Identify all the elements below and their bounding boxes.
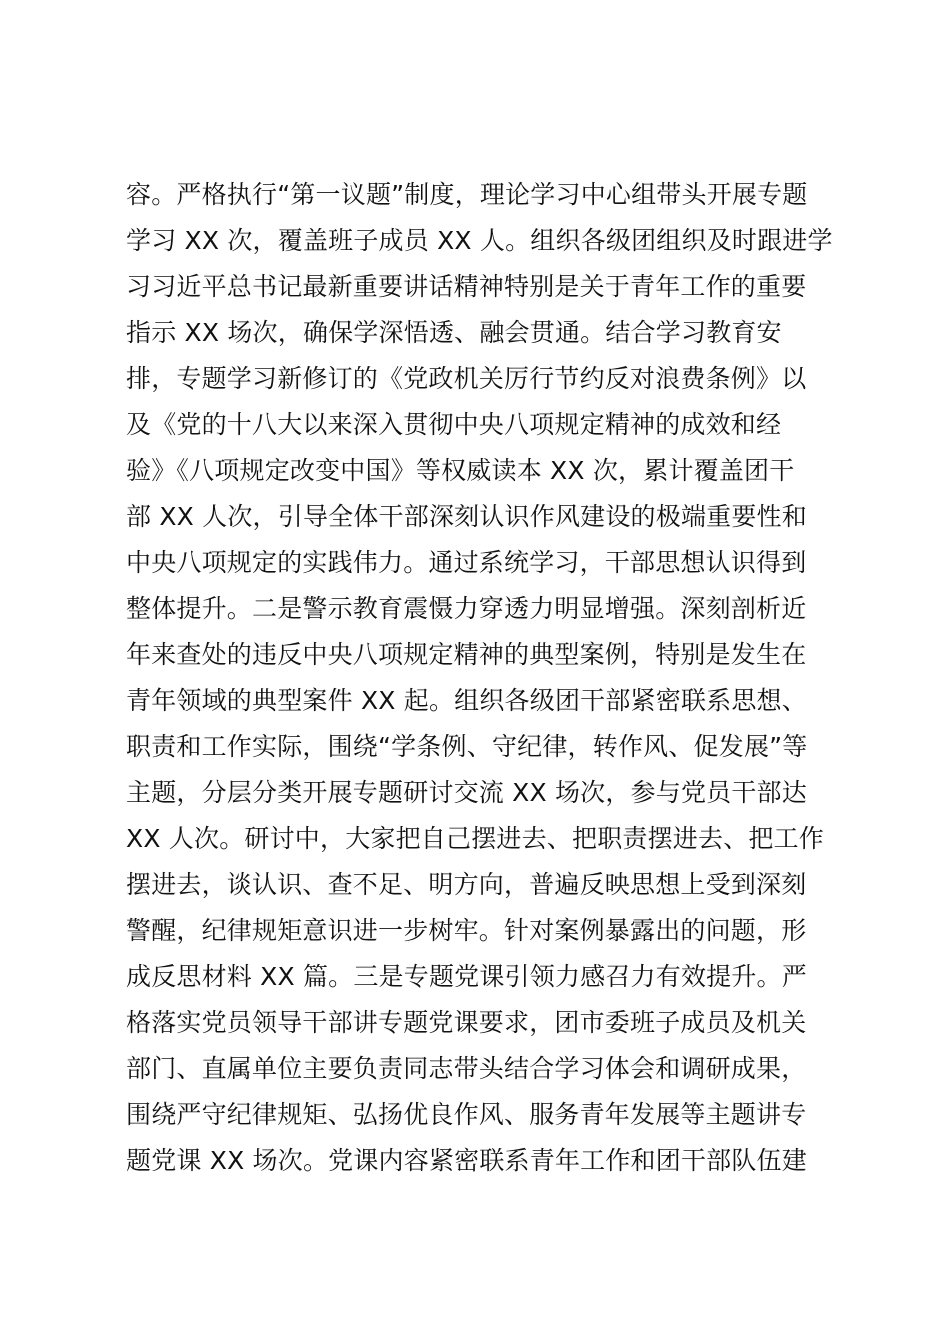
text-line: 年来查处的违反中央八项规定精神的典型案例，特别是发生在 bbox=[126, 640, 807, 669]
text-line: 习习近平总书记最新重要讲话精神特别是关于青年工作的重要 bbox=[126, 272, 807, 301]
text-line: 容。严格执行“第一议题”制度，理论学习中心组带头开展专题 bbox=[126, 180, 808, 209]
text-line: 格落实党员领导干部讲专题党课要求，团市委班子成员及机关 bbox=[126, 1008, 807, 1037]
text-line: 主题，分层分类开展专题研讨交流 XX 场次，参与党员干部达 bbox=[126, 778, 807, 807]
text-line: 中央八项规定的实践伟力。通过系统学习，干部思想认识得到 bbox=[126, 548, 807, 577]
text-line: 整体提升。二是警示教育震慑力穿透力明显增强。深刻剖析近 bbox=[126, 594, 807, 623]
text-line: 职责和工作实际，围绕“学条例、守纪律，转作风、促发展”等 bbox=[126, 732, 808, 761]
text-line: 学习 XX 次，覆盖班子成员 XX 人。组织各级团组织及时跟进学 bbox=[126, 226, 833, 255]
text-line: 部门、直属单位主要负责同志带头结合学习体会和调研成果， bbox=[126, 1054, 807, 1083]
body-paragraph bbox=[126, 172, 846, 1184]
text-line: 验》《八项规定改变中国》等权威读本 XX 次，累计覆盖团干 bbox=[126, 456, 795, 485]
text-line: 摆进去，谈认识、查不足、明方向，普遍反映思想上受到深刻 bbox=[126, 870, 807, 899]
text-line: 排，专题学习新修订的《党政机关厉行节约反对浪费条例》以 bbox=[126, 364, 807, 393]
text-line: 围绕严守纪律规矩、弘扬优良作风、服务青年发展等主题讲专 bbox=[126, 1100, 807, 1129]
text-line: 警醒，纪律规矩意识进一步树牢。针对案例暴露出的问题，形 bbox=[126, 916, 807, 945]
text-line: 及《党的十八大以来深入贯彻中央八项规定精神的成效和经 bbox=[126, 410, 782, 439]
text-line: 成反思材料 XX 篇。三是专题党课引领力感召力有效提升。严 bbox=[126, 962, 807, 991]
text-line: 部 XX 人次，引导全体干部深刻认识作风建设的极端重要性和 bbox=[126, 502, 807, 531]
text-line: 指示 XX 场次，确保学深悟透、融会贯通。结合学习教育安 bbox=[126, 318, 782, 347]
text-line: XX 人次。研讨中，大家把自己摆进去、把职责摆进去、把工作 bbox=[126, 824, 825, 853]
text-line: 青年领域的典型案件 XX 起。组织各级团干部紧密联系思想、 bbox=[126, 686, 807, 715]
text-line: 题党课 XX 场次。党课内容紧密联系青年工作和团干部队伍建 bbox=[126, 1146, 807, 1175]
